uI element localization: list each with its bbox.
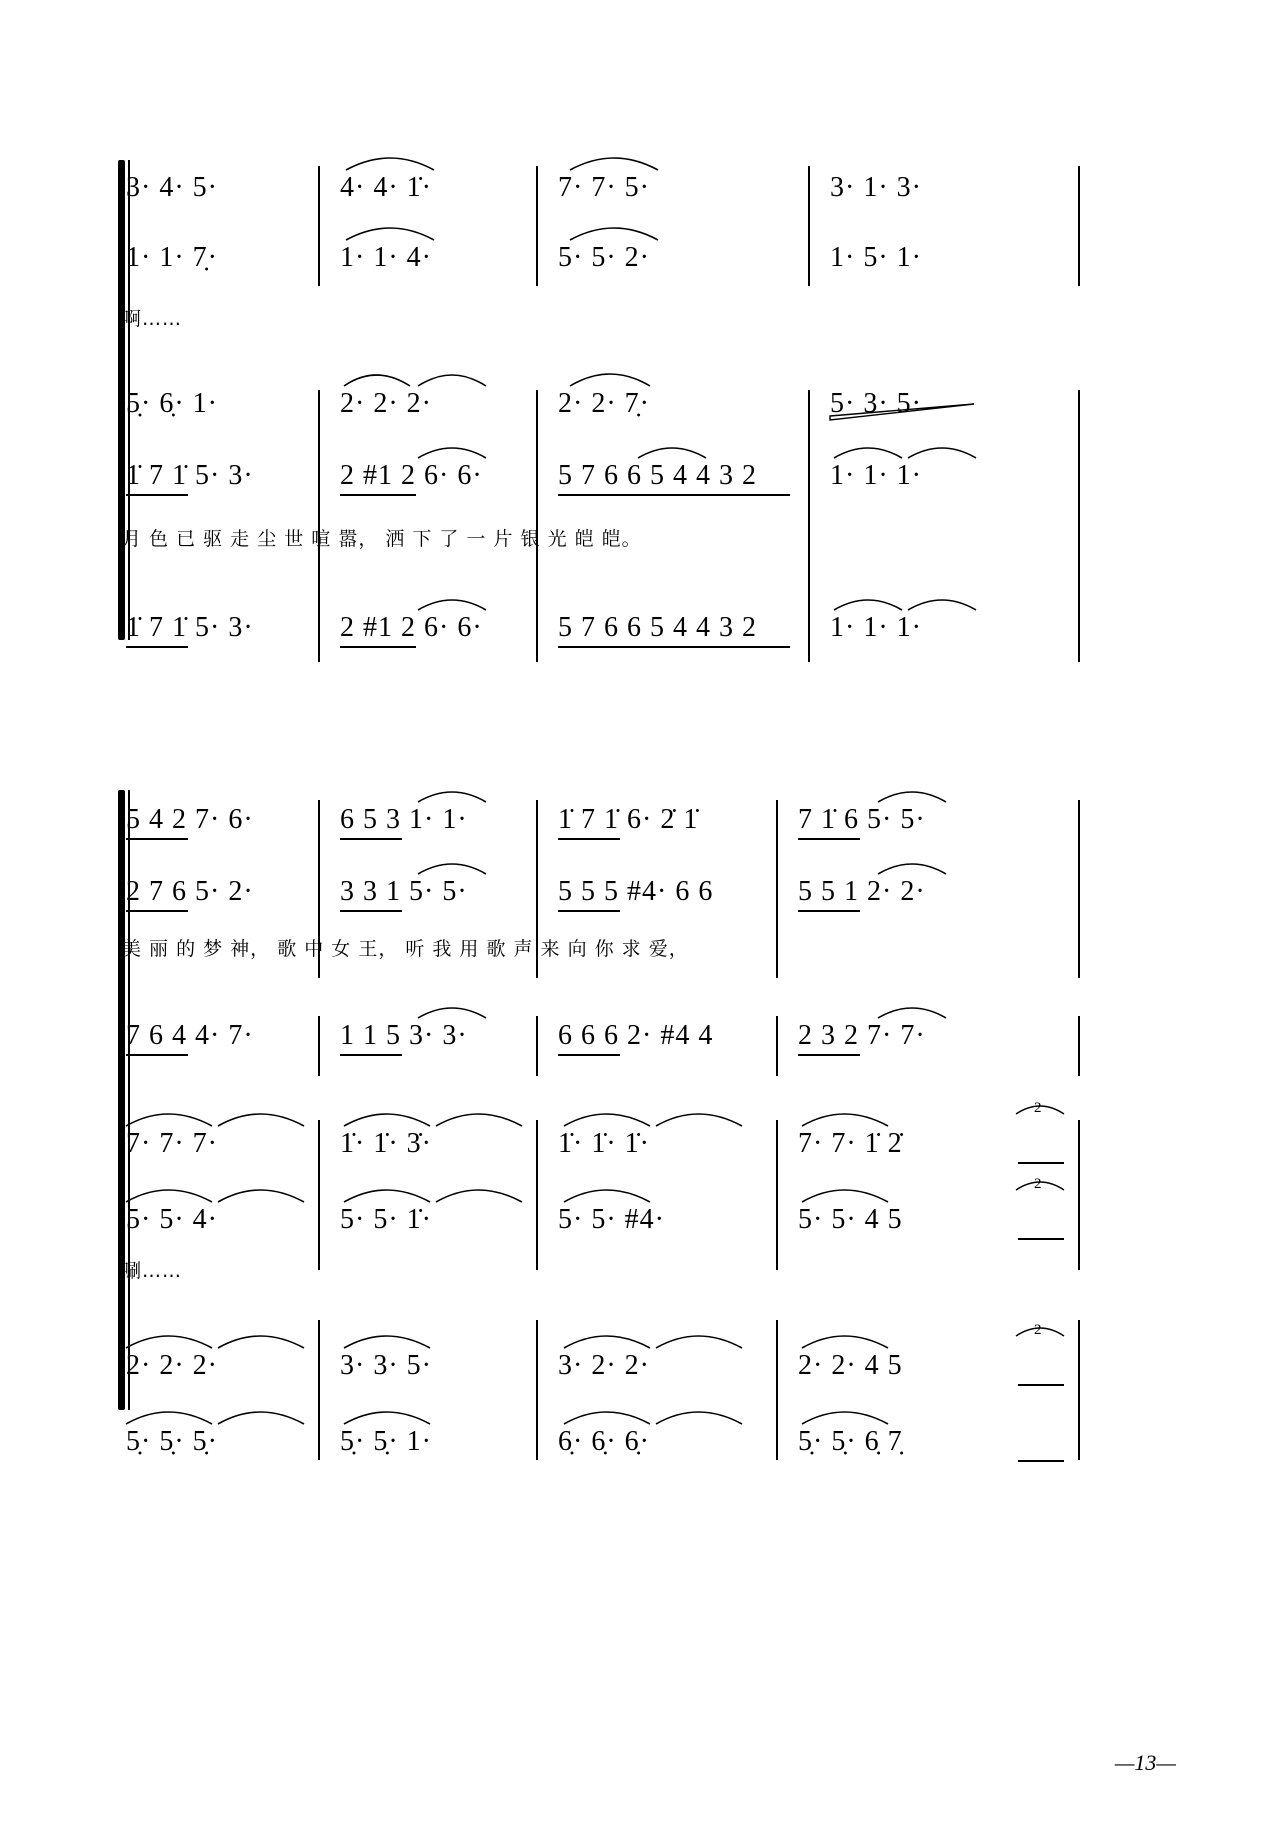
svg-text:2: 2: [1034, 1176, 1042, 1192]
staff-line-soprano: [118, 160, 1158, 234]
staff-line-soprano: [118, 790, 1158, 864]
beam: [126, 494, 188, 496]
barline: [1078, 598, 1080, 662]
beam: [126, 910, 188, 912]
lyric-text: 美 丽 的 梦 神， 歌 中 女 王， 听 我 用 歌 声 来 向 你 求 爱，: [122, 938, 689, 960]
beam: [126, 646, 188, 648]
beam: [126, 1054, 188, 1056]
beam: [558, 494, 790, 496]
barline: [808, 598, 810, 662]
measure-notes: 2 3 2 7· 7·: [798, 1020, 926, 1051]
measure-notes: 5 5 1 2· 2·: [798, 876, 926, 907]
beam: [340, 646, 416, 648]
staff-line-alto-2: [118, 1176, 1158, 1260]
beam: [798, 838, 860, 840]
measure-notes: 3· 3· 5·: [340, 1350, 432, 1381]
lyric-line: [118, 938, 1158, 984]
measure-notes: 7 6 4 4· 7·: [126, 1020, 254, 1051]
beam: [340, 494, 416, 496]
lyric-line: [118, 528, 1158, 574]
beam: [558, 646, 790, 648]
measure-notes: 5· 5· 4 5: [798, 1204, 903, 1235]
measure-notes: 5· 5· 4·: [126, 1204, 218, 1235]
staff-line-tenor: [118, 1008, 1158, 1082]
measure-notes: 7· 7· 5·: [558, 172, 650, 203]
measure-notes: 1· 1· 1·: [830, 460, 922, 491]
measure-notes: 5 5 5 #4· 6 6: [558, 876, 714, 907]
staff-line-bass: [118, 602, 1158, 676]
measure-notes: 2 7 6 5· 2·: [126, 876, 254, 907]
measure-notes: 5 7 6 6 5 4 4 3 2: [558, 612, 757, 643]
measure-notes: 5· 3· 5·: [830, 388, 922, 419]
measure-notes: 1 1 5 3· 3·: [340, 1020, 468, 1051]
measure-notes: 7 1̇ 6 5· 5·: [798, 804, 926, 835]
svg-text:2: 2: [1034, 1322, 1042, 1338]
beam: [558, 838, 620, 840]
system-2: [118, 790, 1158, 1482]
measure-notes: 1̇ 7 1̇ 5· 3·: [126, 612, 254, 643]
measure-notes: 5· 5· 1̇·: [340, 1204, 432, 1235]
measure-notes: 1· 1· 4·: [340, 242, 432, 273]
beam: [340, 838, 402, 840]
beam: [1018, 1162, 1064, 1164]
measure-notes: 6̣· 6̣· 6̣·: [558, 1426, 650, 1457]
system-1: [118, 160, 1158, 676]
beam: [1018, 1238, 1064, 1240]
measure-notes: 2 #1 2 6· 6·: [340, 460, 483, 491]
beam: [1018, 1460, 1064, 1462]
measure-notes: 5̣· 5̣· 5̣·: [126, 1426, 218, 1457]
measure-notes: 3· 1· 3·: [830, 172, 922, 203]
measure-notes: 4· 4· 1̇·: [340, 172, 432, 203]
staff-line-bass-2: [118, 1408, 1158, 1482]
measure-notes: 7· 7· 1̇ 2̇: [798, 1128, 903, 1159]
beam: [340, 910, 402, 912]
page-number: —13—: [1114, 1750, 1176, 1775]
beam: [558, 910, 620, 912]
staff-line-soprano-2: [118, 376, 1158, 450]
measure-notes: 1· 1· 1·: [830, 612, 922, 643]
lyric-line: [118, 308, 1158, 354]
beam: [340, 1054, 402, 1056]
beam: [798, 910, 860, 912]
measure-notes: 2 #1 2 6· 6·: [340, 612, 483, 643]
measure-notes: 1· 5· 1·: [830, 242, 922, 273]
lyric-text: 月 色 已 驱 走 尘 世 喧 嚣， 洒 下 了 一 片 银 光 皑 皑。: [122, 528, 642, 550]
measure-notes: 5· 5· 2·: [558, 242, 650, 273]
measure-notes: 6 6 6 2· #4 4: [558, 1020, 714, 1051]
measure-notes: 1̇ 7 1̇ 6· 2̇ 1̇: [558, 804, 699, 835]
lyric-line: [118, 1260, 1158, 1306]
staff-line-alto: [118, 864, 1158, 938]
measure-notes: 5 4 2 7· 6·: [126, 804, 254, 835]
staff-line-soprano-2: [118, 1100, 1158, 1186]
lyric-text: 啊……: [122, 308, 183, 330]
measure-notes: 5̣· 6̣· 1·: [126, 388, 218, 419]
measure-notes: 2· 2· 2·: [126, 1350, 218, 1381]
measure-notes: 6 5 3 1· 1·: [340, 804, 468, 835]
measure-notes: 1· 1· 7̣·: [126, 242, 218, 273]
beam: [126, 838, 188, 840]
measure-notes: 3· 2· 2·: [558, 1350, 650, 1381]
beam: [798, 1054, 860, 1056]
measure-notes: 5 7 6 6 5 4 4 3 2: [558, 460, 757, 491]
measure-notes: 3· 4· 5·: [126, 172, 218, 203]
svg-text:2: 2: [1034, 1100, 1042, 1116]
barline: [318, 598, 320, 662]
staff-line-melody: [118, 450, 1158, 524]
measure-notes: 2· 2· 4 5: [798, 1350, 903, 1381]
beam: [1018, 1384, 1064, 1386]
measure-notes: 1̇· 1̇· 1̇·: [558, 1128, 650, 1159]
barline: [536, 598, 538, 662]
measure-notes: 1̇· 1̇· 3̇·: [340, 1128, 432, 1159]
measure-notes: 5· 5· #4·: [558, 1204, 665, 1235]
measure-notes: 7· 7· 7·: [126, 1128, 218, 1159]
measure-notes: 2· 2· 7̣·: [558, 388, 650, 419]
staff-line-tenor-2: [118, 1322, 1158, 1408]
beam: [558, 1054, 620, 1056]
measure-notes: 2· 2· 2·: [340, 388, 432, 419]
measure-notes: 5̣· 5̣· 1·: [340, 1426, 432, 1457]
lyric-text: 唰……: [122, 1260, 183, 1282]
staff-line-alto: [118, 234, 1158, 308]
measure-notes: 1̇ 7 1̇ 5· 3·: [126, 460, 254, 491]
measure-notes: 3 3 1 5· 5·: [340, 876, 468, 907]
measure-notes: 5̣· 5̣· 6̣ 7̣: [798, 1426, 903, 1457]
